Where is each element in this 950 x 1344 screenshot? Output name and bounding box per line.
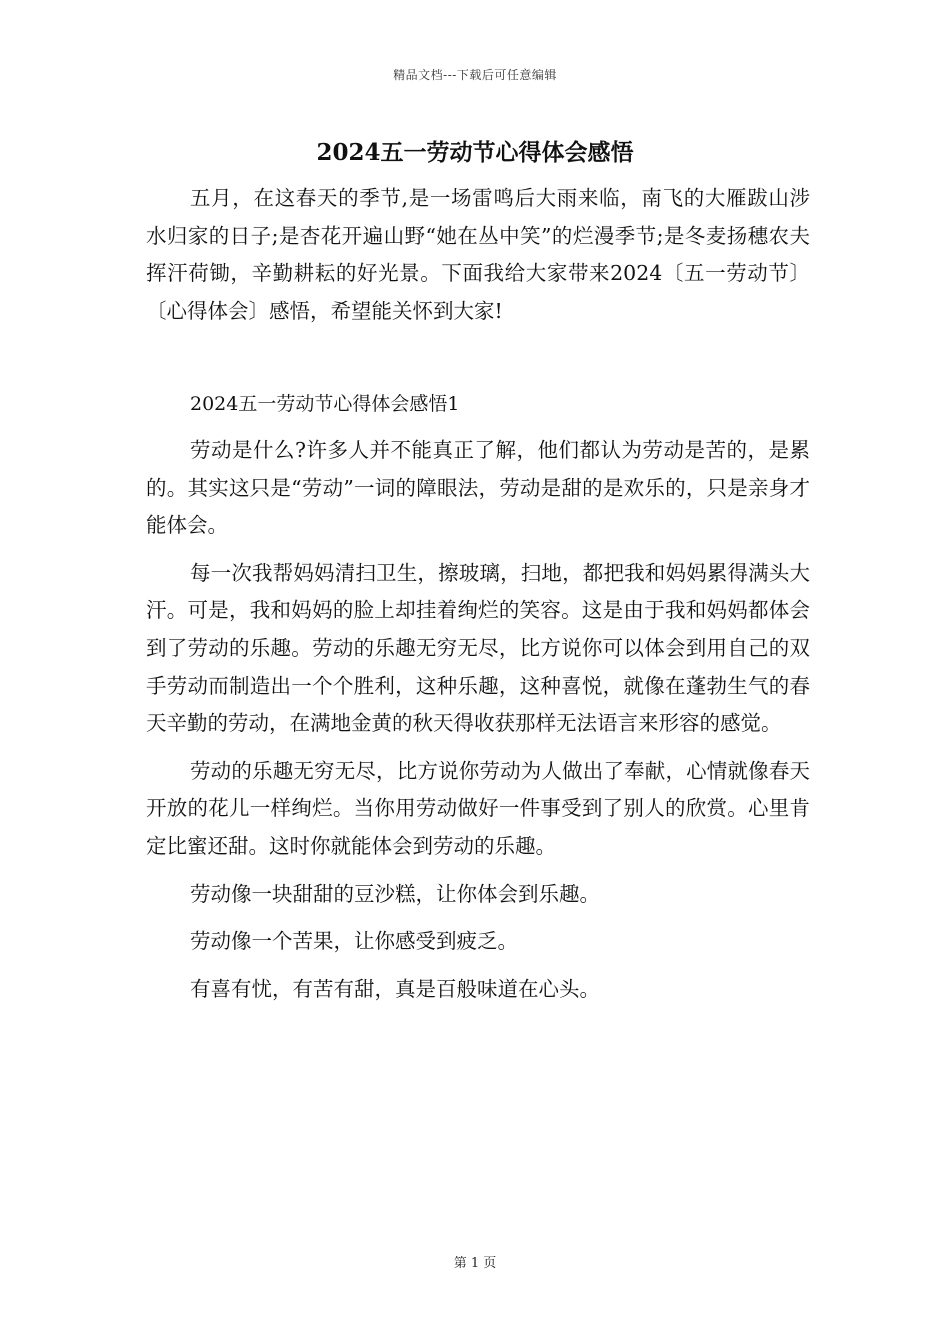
body-paragraph-5: 劳动像一个苦果，让你感受到疲乏。 — [190, 929, 518, 954]
document-body — [146, 180, 810, 1008]
spacer — [146, 545, 810, 555]
spacer — [146, 330, 810, 386]
document-title: 2024五一劳动节心得体会感悟 — [316, 139, 634, 166]
spacer — [146, 743, 810, 753]
body-paragraph-6: 有喜有忧，有苦有甜，真是百般味道在心头。 — [190, 976, 600, 1001]
page-number: 第 1 页 — [453, 1256, 497, 1271]
body-paragraph-1: 劳动是什么?许多人并不能真正了解，他们都认为劳动是苦的，是累的。其实这只是“劳动”一词的障眼法，劳动是甜的是欢乐的，只是亲身才能体会。 — [146, 437, 810, 538]
body-paragraph-3: 劳动的乐趣无穷无尽，比方说你劳动为人做出了奉献，心情就像春天开放的花儿一样绚烂。当你用劳动做好一件事受到了别人的欣赏。心里肯定比蜜还甜。这时你就能体会到劳动的乐趣。 — [146, 758, 810, 858]
spacer — [146, 866, 810, 876]
body-paragraph-2: 每一次我帮妈妈清扫卫生，擦玻璃，扫地，都把我和妈妈累得满头大汗。可是，我和妈妈的脸上却挂着绚烂的笑容。这是由于我和妈妈都体会到了劳动的乐趣。劳动的乐趣无穷无尽，比方说你可以体会到用自己的双手劳动而制造出一个个胜利，这种乐趣，这种喜悦，就像在蓬勃生气的春天辛勤的劳动，在满地金黄的秋天得收获那样无法语言来形容的感觉。 — [146, 560, 810, 736]
spacer — [146, 913, 810, 923]
body-paragraph-4: 劳动像一块甜甜的豆沙糕，让你体会到乐趣。 — [190, 881, 600, 906]
intro-paragraph: 五月，在这春天的季节,是一场雷鸣后大雨来临，南飞的大雁跋山涉水归家的日子;是杏花开遍山野“她在丛中笑”的烂漫季节;是冬麦扬穗农夫挥汗荷锄，辛勤耕耘的好光景。下面我给大家带来2024〔五一劳动节〕〔心得体会〕感悟，希望能关怀到大家! — [146, 186, 810, 323]
spacer — [146, 961, 810, 971]
section-heading: 2024五一劳动节心得体会感悟1 — [190, 393, 460, 416]
page-header: 精品文档---下载后可任意编辑 — [393, 68, 557, 82]
